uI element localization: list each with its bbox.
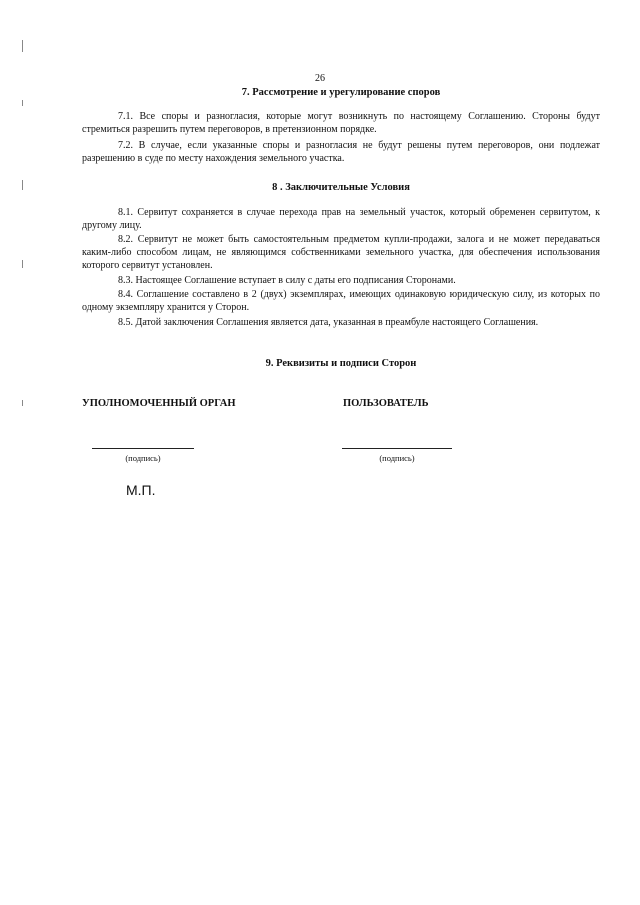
party-authority-label: УПОЛНОМОЧЕННЫЙ ОРГАН — [82, 398, 236, 409]
clause-8-2: 8.2. Сервитут не может быть самостоятельным предметом купли-продажи, залога и не может передаваться каким-либо способом лицам, не являющимся собственниками земельного участка, для обеспечения использования которого сервитут установлен. — [82, 234, 600, 271]
clause-8-3: 8.3. Настоящее Соглашение вступает в силу с даты его подписания Сторонами. — [118, 275, 456, 286]
binding-mark — [22, 260, 23, 268]
section-8-title: 8 . Заключительные Условия — [272, 182, 410, 193]
signature-caption-left: (подпись) — [125, 453, 161, 463]
clause-8-4: 8.4. Соглашение составлено в 2 (двух) экземплярах, имеющих одинаковую юридическую силу, из которых по одному экземпляру хранится у Сторон. — [82, 289, 600, 313]
binding-mark — [22, 100, 23, 106]
page-number: 26 — [315, 73, 325, 84]
stamp-place-label: М.П. — [126, 482, 156, 498]
binding-mark — [22, 180, 23, 190]
clause-8-1: 8.1. Сервитут сохраняется в случае перехода прав на земельный участок, который обременен сервитутом, к другому лицу. — [82, 207, 600, 231]
section-9-title: 9. Реквизиты и подписи Сторон — [265, 358, 417, 369]
signature-line-right — [342, 448, 452, 449]
clause-7-1: 7.1. Все споры и разногласия, которые могут возникнуть по настоящему Соглашению. Стороны будут стремиться разрешить путем переговоров, в претензионном порядке. — [82, 111, 600, 135]
binding-mark — [22, 40, 23, 52]
clause-8-5: 8.5. Датой заключения Соглашения является дата, указанная в преамбуле настоящего Соглашения. — [118, 317, 539, 328]
clause-7-2: 7.2. В случае, если указанные споры и разногласия не будут решены путем переговоров, они подлежат разрешению в суде по месту нахождения земельного участка. — [82, 140, 600, 164]
section-7-title: 7. Рассмотрение и урегулирование споров — [241, 87, 441, 98]
party-user-label: ПОЛЬЗОВАТЕЛЬ — [343, 398, 429, 409]
signature-line-left — [92, 448, 194, 449]
signature-caption-right: (подпись) — [379, 453, 415, 463]
binding-mark — [22, 400, 23, 406]
